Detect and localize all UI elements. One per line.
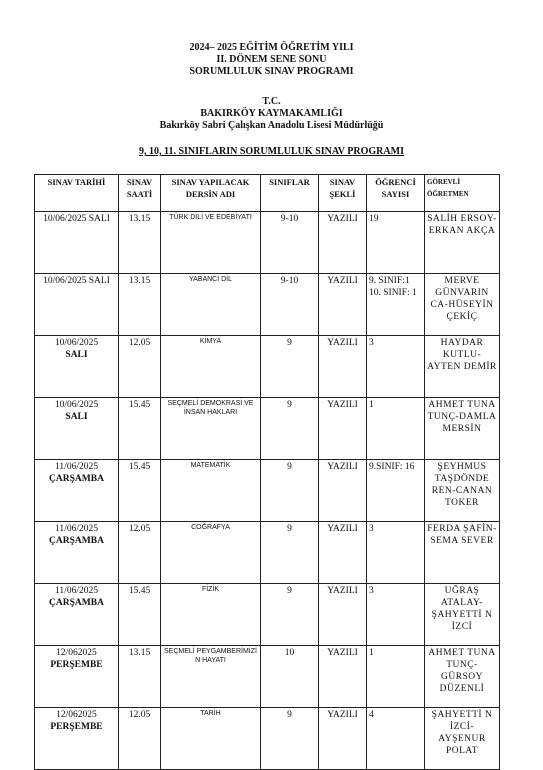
teachers-text: UĞRAŞ ATALAY-ŞAHYETTİ N İZCİ — [431, 586, 493, 632]
cell-time — [119, 646, 161, 708]
time-text: 12.05 — [128, 338, 151, 348]
col-header-course: SINAV YAPILACAK DERSİN ADI — [161, 175, 261, 212]
heading-line: II. DÖNEM SENE SONU — [216, 54, 327, 65]
cell-type — [319, 460, 367, 522]
classes-text: 9-10 — [280, 276, 299, 286]
teachers-text: AHMET TUNA TUNÇ-DAMLA MERSİN — [427, 400, 497, 434]
cell-date — [35, 212, 119, 274]
cell-teachers — [425, 522, 500, 584]
date-text: 10/06/2025 SALI — [43, 276, 110, 286]
cell-course — [161, 584, 261, 646]
cell-course — [161, 274, 261, 336]
table-row — [35, 708, 500, 770]
cell-count — [367, 212, 425, 274]
cell-course — [161, 708, 261, 770]
classes-text: 9-10 — [280, 214, 299, 224]
type-text: YAZILI — [327, 648, 358, 658]
type-text: YAZILI — [327, 400, 358, 410]
type-text: YAZILI — [327, 586, 358, 596]
day-text: ÇARŞAMBA — [49, 536, 104, 546]
course-text: TÜRK DİLİ VE EDEBİYATI — [169, 214, 252, 221]
time-text: 15.45 — [128, 400, 151, 410]
course-text: TARİH — [200, 710, 221, 717]
time-text: 15.45 — [128, 586, 151, 596]
time-text: 13.15 — [128, 648, 151, 658]
col-header-date: SINAV TARİHİ — [35, 175, 119, 212]
cell-classes — [261, 212, 319, 274]
cell-type — [319, 646, 367, 708]
heading-line: 2024– 2025 EĞİTİM ÖĞRETİM YILI — [189, 42, 354, 53]
cell-classes — [261, 522, 319, 584]
count-text: 9.SINIF: 16 — [369, 462, 415, 472]
teachers-text: MERVE GÜNVARIN CA-HÜSEYİN ÇEKİÇ — [430, 276, 494, 322]
cell-date — [35, 274, 119, 336]
course-text: YABANCI DİL — [188, 276, 233, 283]
count-text: 3 — [369, 338, 374, 348]
table-row — [35, 212, 500, 274]
cell-time — [119, 522, 161, 584]
cell-classes — [261, 460, 319, 522]
cell-type — [319, 274, 367, 336]
time-text: 15.45 — [128, 462, 151, 472]
cell-teachers — [425, 336, 500, 398]
type-text: YAZILI — [327, 338, 358, 348]
cell-type — [319, 522, 367, 584]
date-text: 10/06/2025 — [54, 338, 99, 348]
cell-course — [161, 212, 261, 274]
classes-text: 9 — [287, 338, 292, 348]
table-body — [35, 212, 500, 770]
time-text: 12.05 — [128, 710, 151, 720]
cell-count — [367, 522, 425, 584]
cell-date — [35, 708, 119, 770]
day-text: SALI — [65, 412, 88, 422]
date-text: 11/06/2025 — [55, 462, 98, 472]
date-text: 11/06/2025 — [55, 524, 98, 534]
cell-teachers — [425, 708, 500, 770]
cell-time — [119, 212, 161, 274]
course-text: SEÇMELİ DEMOKRASİ VE İNSAN HAKLARI — [167, 400, 254, 416]
day-text: PERŞEMBE — [50, 660, 103, 670]
cell-date — [35, 336, 119, 398]
cell-teachers — [425, 212, 500, 274]
table-header-row — [35, 175, 500, 212]
time-text: 13.15 — [128, 214, 151, 224]
day-text: PERŞEMBE — [50, 722, 103, 732]
heading-line: T.C. — [262, 96, 281, 107]
count-text: 3 — [369, 586, 374, 596]
type-text: YAZILI — [327, 214, 358, 224]
cell-count — [367, 274, 425, 336]
classes-text: 9 — [287, 586, 292, 596]
cell-count — [367, 460, 425, 522]
cell-time — [119, 584, 161, 646]
table-row — [35, 336, 500, 398]
cell-teachers — [425, 274, 500, 336]
cell-classes — [261, 398, 319, 460]
classes-text: 9 — [287, 524, 292, 534]
cell-time — [119, 708, 161, 770]
institution-heading — [0, 96, 543, 132]
course-text: SEÇMELİ PEYGAMBERİMİZİ N HAYATI — [164, 648, 257, 664]
cell-teachers — [425, 584, 500, 646]
classes-text: 9 — [287, 400, 292, 410]
cell-type — [319, 398, 367, 460]
table-row — [35, 398, 500, 460]
cell-type — [319, 212, 367, 274]
cell-time — [119, 398, 161, 460]
time-text: 13.15 — [128, 276, 151, 286]
cell-classes — [261, 584, 319, 646]
col-header-time: SINAV SAATİ — [119, 175, 161, 212]
time-text: 12.05 — [128, 524, 151, 534]
count-text: 3 — [369, 524, 374, 534]
day-text: ÇARŞAMBA — [49, 474, 104, 484]
cell-type — [319, 584, 367, 646]
col-header-teachers: GÖREVLİ ÖĞRETMEN — [425, 175, 500, 212]
cell-count — [367, 336, 425, 398]
date-text: 12/062025 — [56, 710, 97, 720]
count-text: 1 — [369, 400, 374, 410]
count-text: 9. SINIF:1 10. SINIF: 1 — [369, 276, 417, 298]
exam-schedule-table — [34, 174, 500, 770]
teachers-text: ŞEYHMUS TAŞDÖNDE REN-CANAN TOKER — [431, 462, 493, 508]
cell-time — [119, 460, 161, 522]
cell-course — [161, 646, 261, 708]
cell-type — [319, 708, 367, 770]
teachers-text: SALİH ERSOY-ERKAN AKÇA — [427, 214, 497, 236]
teachers-text: AHMET TUNA TUNÇ-GÜRSOY DÜZENLİ — [428, 648, 496, 694]
cell-teachers — [425, 398, 500, 460]
type-text: YAZILI — [327, 524, 358, 534]
cell-course — [161, 398, 261, 460]
classes-text: 9 — [287, 462, 292, 472]
cell-time — [119, 274, 161, 336]
teachers-text: ŞAHYETTİ N İZCİ-AYŞENUR POLAT — [431, 710, 493, 756]
program-subtitle: 9, 10, 11. SINIFLARIN SORUMLULUK SINAV PROGRAMI — [139, 146, 404, 157]
table-row — [35, 522, 500, 584]
cell-count — [367, 708, 425, 770]
cell-classes — [261, 336, 319, 398]
teachers-text: HAYDAR KUTLU-AYTEN DEMİR — [427, 338, 497, 372]
heading-line: Bakırköy Sabri Çalışkan Anadolu Lisesi Müdürlüğü — [159, 120, 384, 131]
heading-line: BAKIRKÖY KAYMAKAMLIĞI — [200, 108, 343, 119]
date-text: 12/062025 — [56, 648, 97, 658]
course-text: COĞRAFYA — [191, 524, 230, 531]
col-header-count: ÖĞRENCİ SAYISI — [367, 175, 425, 212]
count-text: 4 — [369, 710, 374, 720]
cell-time — [119, 336, 161, 398]
cell-count — [367, 646, 425, 708]
cell-date — [35, 584, 119, 646]
table-row — [35, 584, 500, 646]
col-header-classes: SINIFLAR — [261, 175, 319, 212]
cell-date — [35, 646, 119, 708]
count-text: 19 — [369, 214, 379, 224]
cell-teachers — [425, 460, 500, 522]
cell-classes — [261, 646, 319, 708]
table-row — [35, 274, 500, 336]
teachers-text: FERDA ŞAFİN-SEMA SEVER — [427, 524, 497, 546]
date-text: 10/06/2025 SALI — [43, 214, 110, 224]
table-row — [35, 646, 500, 708]
classes-text: 10 — [284, 648, 295, 658]
course-text: KİMYA — [199, 338, 222, 345]
cell-count — [367, 398, 425, 460]
type-text: YAZILI — [327, 276, 358, 286]
course-text: MATEMATİK — [190, 462, 231, 469]
cell-course — [161, 460, 261, 522]
cell-date — [35, 522, 119, 584]
classes-text: 9 — [287, 710, 292, 720]
cell-count — [367, 584, 425, 646]
col-header-type: SINAV ŞEKLİ — [319, 175, 367, 212]
count-text: 1 — [369, 648, 374, 658]
course-text: FİZİK — [201, 586, 220, 593]
cell-date — [35, 398, 119, 460]
day-text: ÇARŞAMBA — [49, 598, 104, 608]
cell-teachers — [425, 646, 500, 708]
exam-year-heading — [0, 42, 543, 78]
cell-type — [319, 336, 367, 398]
cell-classes — [261, 274, 319, 336]
heading-line: SORUMLULUK SINAV PROGRAMI — [189, 66, 354, 77]
table-row — [35, 460, 500, 522]
cell-date — [35, 460, 119, 522]
day-text: SALI — [65, 350, 88, 360]
cell-course — [161, 522, 261, 584]
cell-classes — [261, 708, 319, 770]
cell-course — [161, 336, 261, 398]
date-text: 11/06/2025 — [55, 586, 98, 596]
type-text: YAZILI — [327, 710, 358, 720]
date-text: 10/06/2025 — [54, 400, 99, 410]
type-text: YAZILI — [327, 462, 358, 472]
